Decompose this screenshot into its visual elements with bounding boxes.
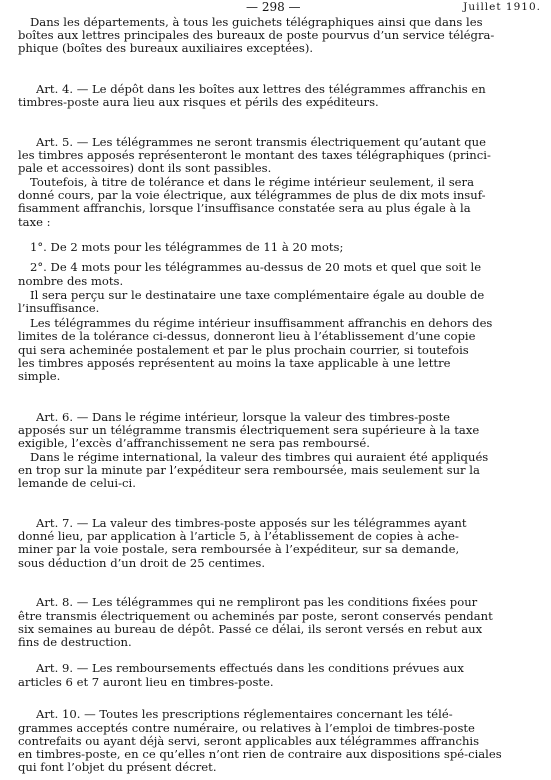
text-line: fins de destruction. bbox=[18, 636, 132, 649]
text-line: simple. bbox=[18, 370, 61, 383]
text-line: donné lieu, par application à l’article 5, à l’établissement de copies à ache- bbox=[18, 530, 459, 543]
text-line: Dans les départements, à tous les guichets télégraphiques ainsi que dans les bbox=[30, 16, 483, 29]
list-item-line: 2°. De 4 mots pour les télégrammes au-dessus de 20 mots et quel que soit le bbox=[30, 261, 482, 274]
text-line: qui font l’objet du présent décret. bbox=[18, 761, 217, 774]
article-7-heading-line: Art. 7. — La valeur des timbres-poste apposés sur les télégrammes ayant bbox=[36, 517, 467, 530]
text-line: Dans le régime international, la valeur des timbres qui auraient été appliqués bbox=[30, 451, 489, 464]
text-line: donné cours, par la voie électrique, aux télégrammes de plus de dix mots insuf- bbox=[18, 189, 486, 202]
text-line: timbres-poste aura lieu aux risques et périls des expéditeurs. bbox=[18, 96, 379, 109]
page-number: — 298 — bbox=[246, 0, 301, 14]
article-4-heading-line: Art. 4. — Le dépôt dans les boîtes aux lettres des télégrammes affranchis en bbox=[36, 83, 486, 96]
text-line: l’insuffisance. bbox=[18, 302, 100, 315]
article-6-heading-line: Art. 6. — Dans le régime intérieur, lorsque la valeur des timbres-poste bbox=[36, 411, 451, 424]
article-10-heading-line: Art. 10. — Toutes les prescriptions réglementaires concernant les télé- bbox=[36, 708, 453, 721]
text-line: en trop sur la minute par l’expéditeur sera remboursée, mais seulement sur la bbox=[18, 464, 480, 477]
text-line: être transmis électriquement ou acheminés par poste, seront conservés pendant bbox=[18, 610, 493, 623]
text-line: en timbres-poste, en ce qu’elles n’ont rien de contraire aux dispositions spé-ciales bbox=[18, 748, 502, 761]
text-line: miner par la voie postale, sera remboursée à l’expéditeur, sur sa demande, bbox=[18, 543, 460, 556]
text-line: six semaines au bureau de dépôt. Passé ce délai, ils seront versés en rebut aux bbox=[18, 623, 483, 636]
text-line: apposés sur un télégramme transmis électriquement sera supérieure à la taxe bbox=[18, 424, 480, 437]
text-line: Il sera perçu sur le destinataire une taxe complémentaire égale au double de bbox=[30, 289, 485, 302]
text-line: les timbres apposés représenteront le montant des taxes télégraphiques (princi- bbox=[18, 149, 491, 162]
text-line: articles 6 et 7 auront lieu en timbres-poste. bbox=[18, 676, 274, 689]
text-line: Toutefois, à titre de tolérance et dans le régime intérieur seulement, il sera bbox=[30, 176, 474, 189]
article-5-heading-line: Art. 5. — Les télégrammes ne seront transmis électriquement qu’autant que bbox=[36, 136, 486, 149]
text-line: qui sera acheminée postalement et par le plus prochain courrier, si toutefois bbox=[18, 344, 469, 357]
text-line: limites de la tolérance ci-dessus, donneront lieu à l’établissement d’une copie bbox=[18, 330, 476, 343]
article-8-heading-line: Art. 8. — Les télégrammes qui ne rempliront pas les conditions fixées pour bbox=[36, 596, 478, 609]
page-header bbox=[0, 0, 551, 14]
text-line: sous déduction d’un droit de 25 centimes. bbox=[18, 557, 266, 570]
text-line: Les télégrammes du régime intérieur insuffisamment affranchis en dehors des bbox=[30, 317, 493, 330]
running-head: Juillet 1910. bbox=[463, 1, 541, 13]
text-line: les timbres apposés représentent au moins la taxe applicable à une lettre bbox=[18, 357, 451, 370]
text-line: contrefaits ou ayant déjà servi, seront applicables aux télégrammes affranchis bbox=[18, 735, 480, 748]
text-line: taxe : bbox=[18, 216, 51, 229]
text-line: boîtes aux lettres principales des bureaux de poste pourvus d’un service télégra- bbox=[18, 29, 495, 42]
text-line: fisamment affranchis, lorsque l’insuffisance constatée sera au plus égale à la bbox=[18, 202, 471, 215]
article-9-heading-line: Art. 9. — Les remboursements effectués dans les conditions prévues aux bbox=[36, 662, 464, 675]
text-line: lemande de celui-ci. bbox=[18, 477, 136, 490]
list-item-line: 1°. De 2 mots pour les télégrammes de 11 à 20 mots; bbox=[30, 241, 344, 254]
text-line: nombre des mots. bbox=[18, 275, 124, 288]
text-line: phique (boîtes des bureaux auxiliaires exceptées). bbox=[18, 42, 314, 55]
text-line: pale et accessoires) dont ils sont passibles. bbox=[18, 162, 272, 175]
text-line: grammes acceptés contre numéraire, ou relatives à l’emploi de timbres-poste bbox=[18, 722, 475, 735]
text-line: exigible, l’excès d’affranchissement ne sera pas remboursé. bbox=[18, 437, 370, 450]
